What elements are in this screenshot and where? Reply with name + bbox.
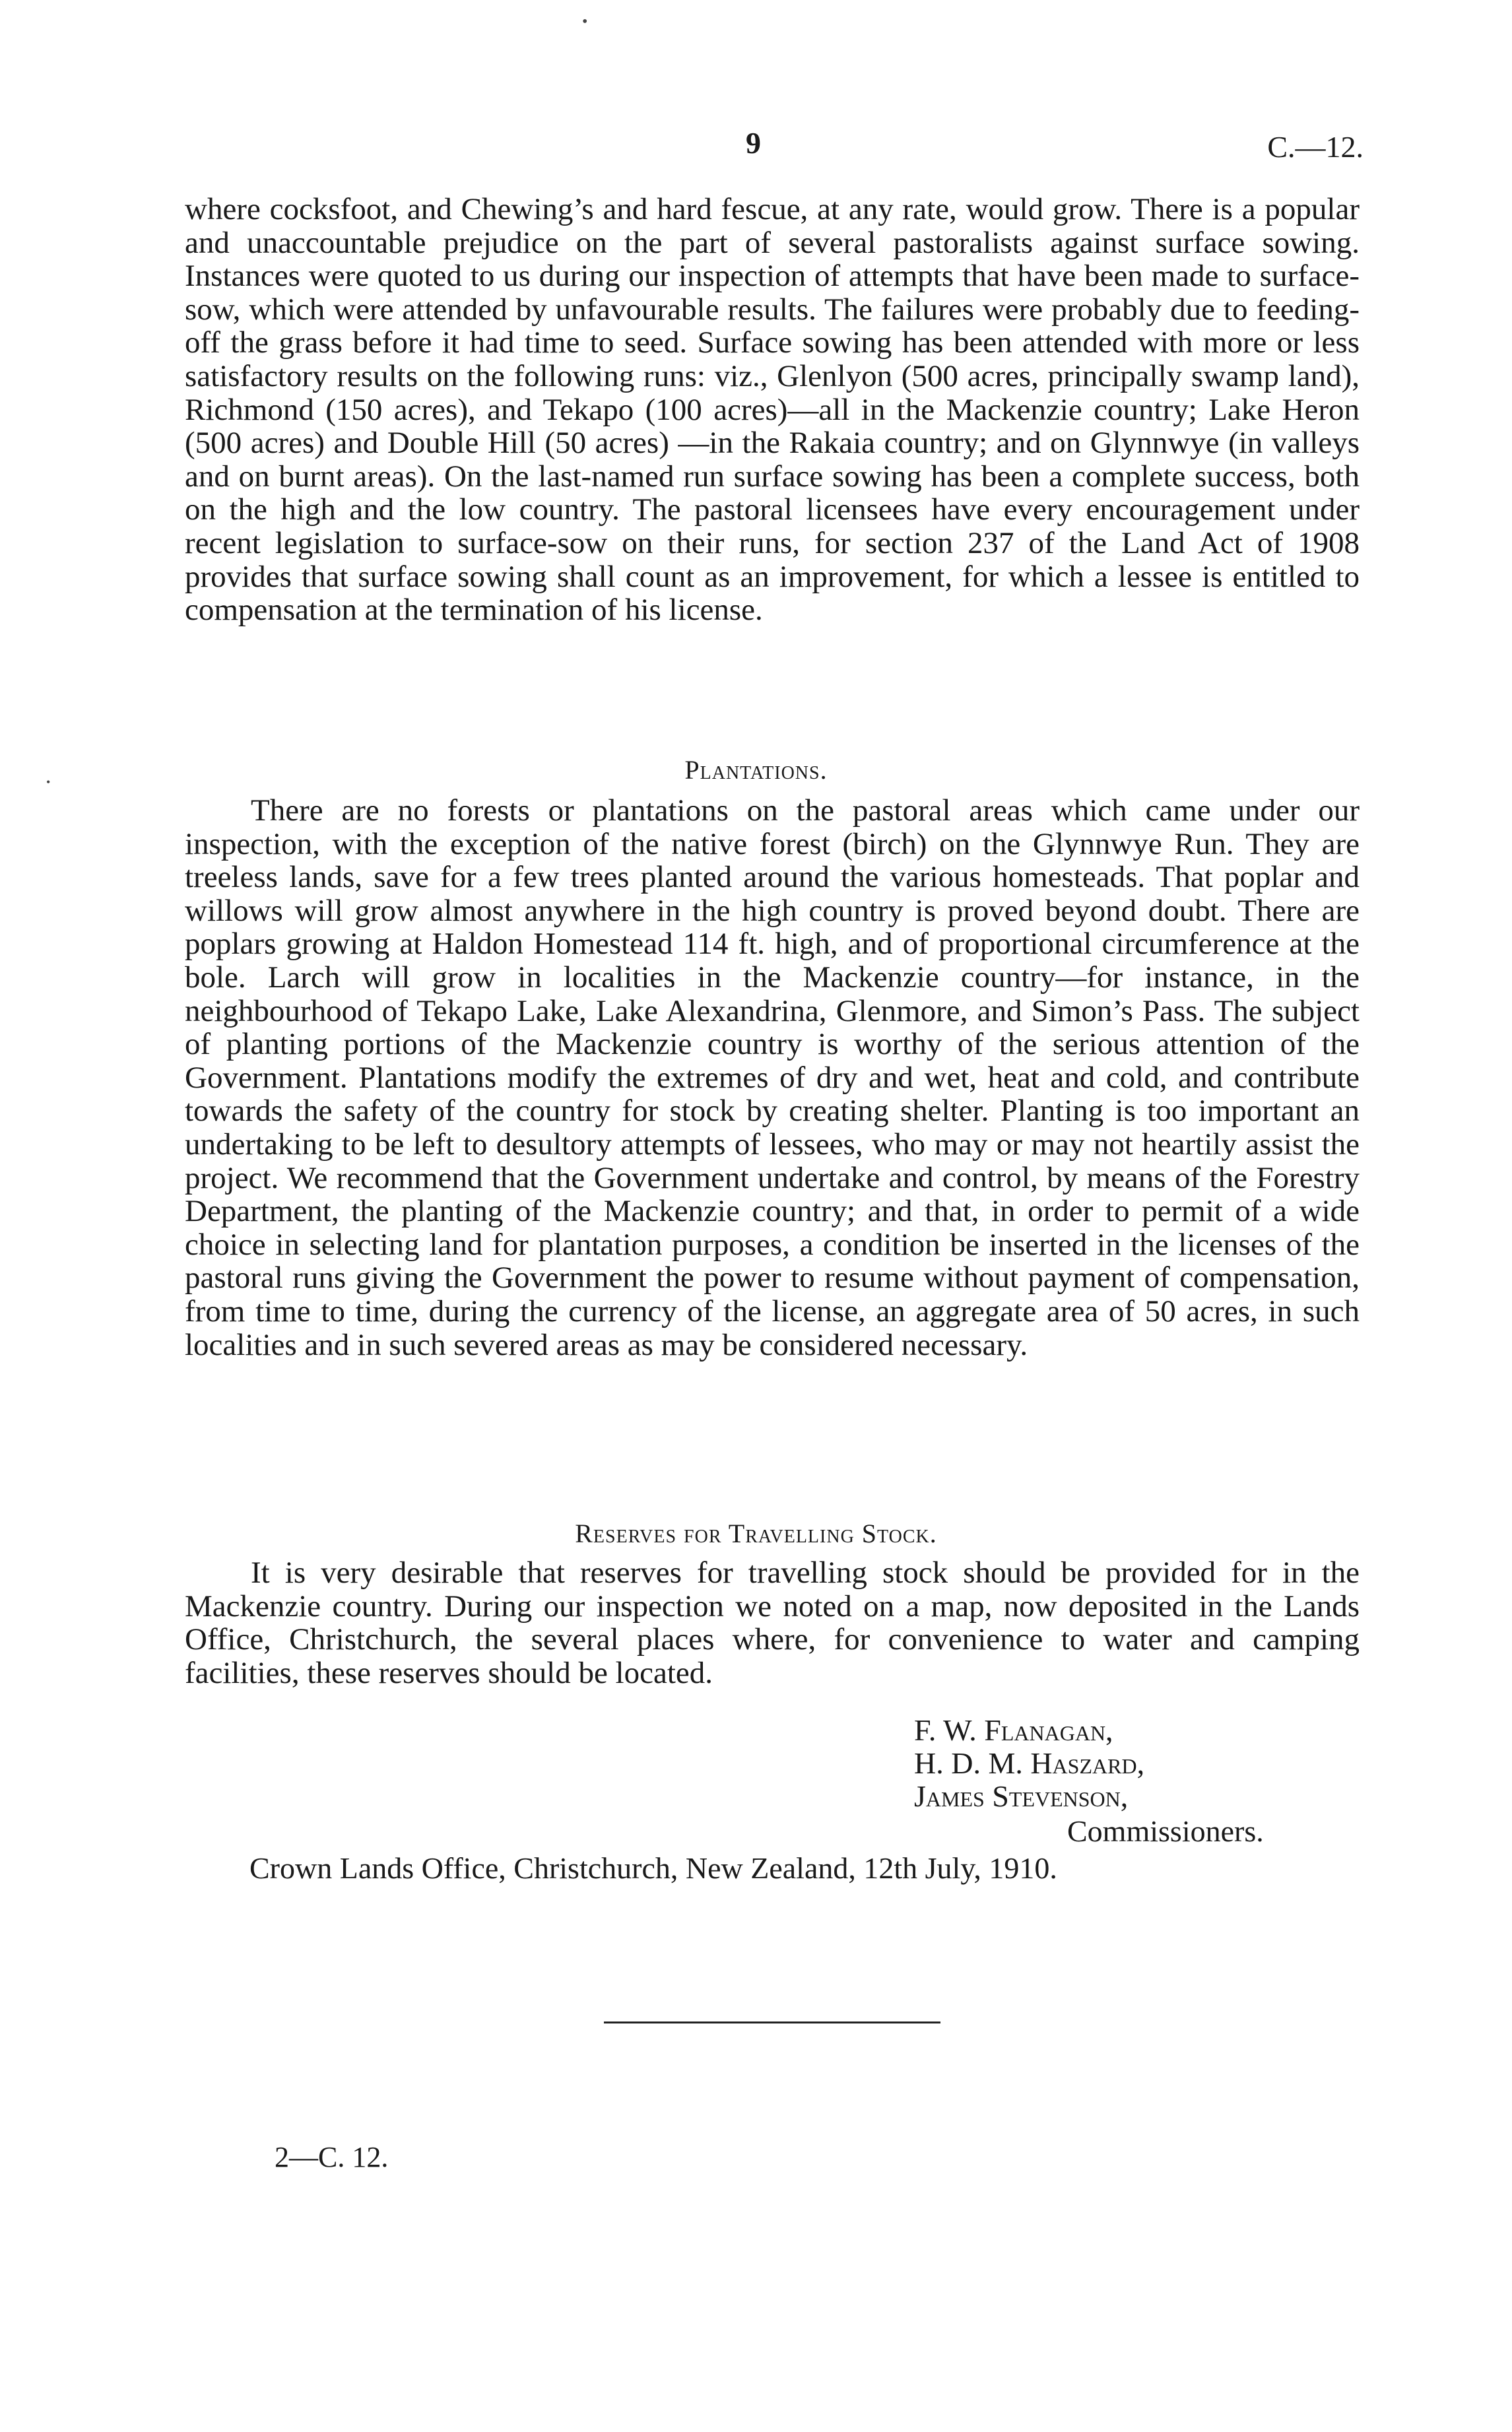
scan-speck: •: [46, 775, 51, 789]
paragraph-plantations: There are no forests or plantations on the pastoral areas which came under our inspection, with the exception of the native forest (birch) on the Glynnwye Run. They are treeless lands, save for a few trees planted around the various homesteads. That poplar and willows will grow almost anywhere in the high country is proved beyond doubt. There are poplars growing at Haldon Homestead 114 ft. high, and of proportional circumference at the bole. Larch will grow in localities in the Mackenzie country—for instance, in the neighbourhood of Tekapo Lake, Lake Alexandrina, Glenmore, and Simon’s Pass. The subject of planting portions of the Mackenzie country is worthy of the serious attention of the Government. Plantations modify the extremes of dry and wet, heat and cold, and contribute towards the safety of the country for stock by creating shelter. Planting is too important an undertaking to be left to desultory attempts of lessees, who may or may not heartily assist the project. We recommend that the Government undertake and control, by means of the Forestry Department, the planting of the Mackenzie country; and that, in order to permit of a wide choice in selecting land for plantation purposes, a condition be inserted in the licenses of the pastoral runs giving the Government the power to resume without payment of compensation, from time to time, during the currency of the license, an aggregate area of 50 acres, in such localities and in such severed areas as may be considered necessary.: [185, 793, 1360, 1362]
page-number: 9: [746, 126, 761, 160]
footer-reference: 2—C. 12.: [275, 2141, 389, 2173]
paragraph-surface-sowing: where cocksfoot, and Chewing’s and hard fescue, at any rate, would grow. There is a popular and unaccountable prejudice on the part of several pastoralists against surface sowing. Instances were quoted to us during our inspection of attempts that have been made to surface-sow, which were attended by unfavourable results. The failures were probably due to feeding-off the grass before it had time to seed. Surface sowing has been attended with more or less satisfactory results on the following runs: viz., Glenlyon (500 acres, principally swamp land), Richmond (150 acres), and Tekapo (100 acres)—all in the Mackenzie country; Lake Heron (500 acres) and Double Hill (50 acres) —in the Rakaia country; and on Glynnwye (in valleys and on burnt areas). On the last-named run surface sowing has been a complete success, both on the high and the low country. The pastoral licensees have every encouragement under recent legislation to surface-sow on their runs, for section 237 of the Land Act of 1908 provides that surface sowing shall count as an improvement, for which a lessee is entitled to compensation at the termination of his license.: [185, 192, 1360, 628]
document-reference: C.—12.: [1267, 130, 1364, 164]
scan-speck: •: [582, 13, 588, 30]
heading-reserves: Reserves for Travelling Stock.: [575, 1519, 937, 1548]
signatory-name: F. W. Flanagan,: [914, 1713, 1113, 1747]
heading-plantations: Plantations.: [684, 755, 828, 785]
dateline: Crown Lands Office, Christchurch, New Zealand, 12th July, 1910.: [249, 1851, 1057, 1885]
horizontal-rule: [604, 2021, 940, 2023]
paragraph-reserves: It is very desirable that reserves for travelling stock should be provided for in the Mackenzie country. During our inspection we noted on a map, now deposited in the Lands Office, Christchurch, the several places where, for convenience to water and camping facilities, these reserves should be located.: [185, 1556, 1360, 1690]
signature-block: [914, 1714, 1144, 1813]
signatory-name: H. D. M. Haszard,: [914, 1746, 1145, 1780]
signatory-name: James Stevenson,: [914, 1779, 1129, 1813]
signatory-title: Commissioners.: [1067, 1814, 1264, 1848]
